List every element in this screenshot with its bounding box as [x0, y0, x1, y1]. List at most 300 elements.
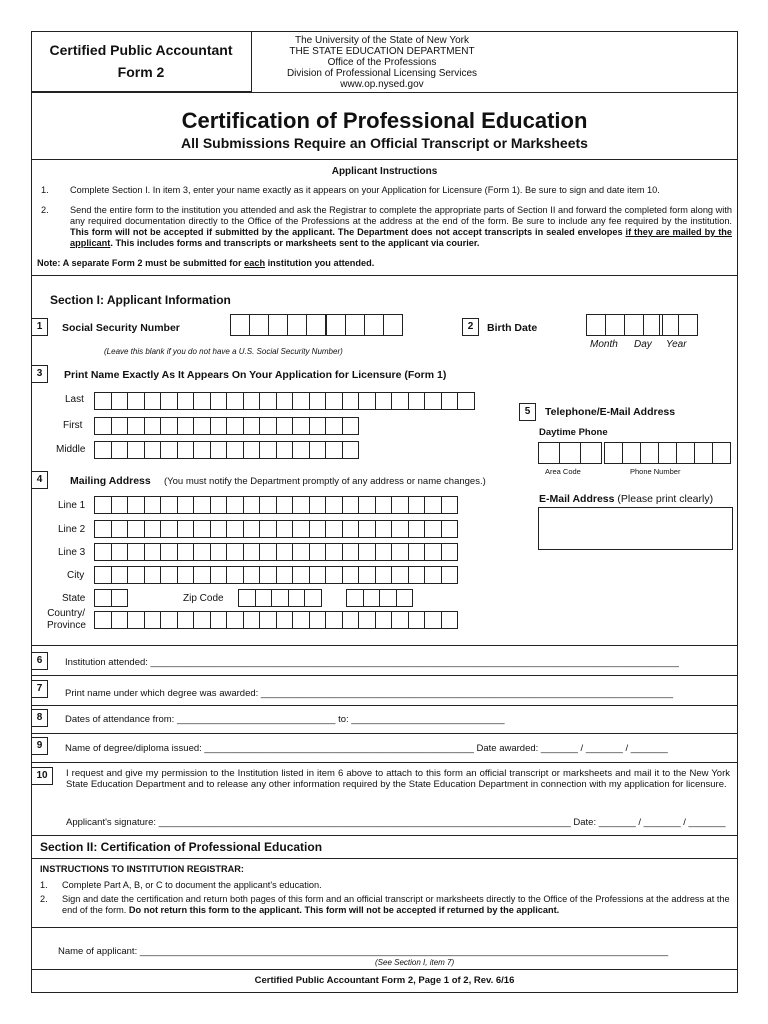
- char-box[interactable]: [408, 496, 426, 514]
- char-box[interactable]: [144, 441, 162, 459]
- country-input[interactable]: [94, 611, 457, 629]
- char-box[interactable]: [424, 566, 442, 584]
- char-box[interactable]: [292, 543, 310, 561]
- char-box[interactable]: [309, 392, 327, 410]
- char-box[interactable]: [276, 543, 294, 561]
- char-box[interactable]: [292, 496, 310, 514]
- divider: [31, 762, 738, 763]
- line2-label: Line 2: [58, 524, 86, 535]
- char-box[interactable]: [358, 520, 376, 538]
- char-box[interactable]: [243, 441, 261, 459]
- char-box[interactable]: [391, 611, 409, 629]
- char-box[interactable]: [424, 543, 442, 561]
- char-box[interactable]: [226, 520, 244, 538]
- char-box[interactable]: [144, 611, 162, 629]
- char-box[interactable]: [375, 520, 393, 538]
- digit-box[interactable]: [287, 314, 307, 336]
- degree-name-field[interactable]: Print name under which degree was awarded: ______________________________________________________________________________: [65, 688, 674, 699]
- char-box[interactable]: [127, 566, 145, 584]
- char-box[interactable]: [408, 566, 426, 584]
- char-box[interactable]: [255, 589, 273, 607]
- char-box[interactable]: [144, 520, 162, 538]
- char-box[interactable]: [177, 392, 195, 410]
- char-box[interactable]: [288, 589, 306, 607]
- char-box[interactable]: [177, 417, 195, 435]
- agency-line: Division of Professional Licensing Services: [286, 68, 478, 79]
- char-box[interactable]: [658, 442, 677, 464]
- char-box[interactable]: [309, 441, 327, 459]
- char-box[interactable]: [160, 520, 178, 538]
- char-box[interactable]: [325, 392, 343, 410]
- char-box[interactable]: [144, 392, 162, 410]
- divider: [31, 275, 738, 276]
- page-title: Certification of Professional Education: [181, 108, 588, 133]
- char-box[interactable]: [342, 392, 360, 410]
- char-box[interactable]: [309, 566, 327, 584]
- char-box[interactable]: [424, 611, 442, 629]
- char-box[interactable]: [325, 496, 343, 514]
- divider: [31, 705, 738, 706]
- agency-line: Office of the Professions: [327, 57, 437, 68]
- char-box[interactable]: [259, 417, 277, 435]
- middle-name-input[interactable]: [94, 441, 358, 459]
- char-box[interactable]: [325, 611, 343, 629]
- char-box[interactable]: [309, 611, 327, 629]
- country-label: [47, 608, 85, 632]
- char-box[interactable]: [379, 589, 397, 607]
- char-box[interactable]: [127, 441, 145, 459]
- state-label: State: [62, 593, 86, 604]
- char-box[interactable]: [408, 520, 426, 538]
- item-number: 4: [31, 471, 48, 489]
- char-box[interactable]: [111, 496, 129, 514]
- char-box[interactable]: [226, 543, 244, 561]
- digit-box[interactable]: [605, 314, 625, 336]
- char-box[interactable]: [144, 543, 162, 561]
- see-section-note: (See Section I, item 7): [375, 958, 455, 967]
- registrar-step-text: [62, 894, 730, 916]
- char-box[interactable]: [94, 392, 112, 410]
- char-box[interactable]: [559, 442, 581, 464]
- char-box[interactable]: [292, 566, 310, 584]
- char-box[interactable]: [325, 441, 343, 459]
- char-box[interactable]: [177, 611, 195, 629]
- char-box[interactable]: [243, 543, 261, 561]
- area-code-label: Area Code: [545, 467, 581, 476]
- char-box[interactable]: [177, 520, 195, 538]
- char-box[interactable]: [127, 392, 145, 410]
- char-box[interactable]: [457, 392, 475, 410]
- address-line1-input[interactable]: [94, 496, 457, 514]
- instruction-text: Complete Section I. In item 3, enter your name exactly as it appears on your Application for Licensure (Form 1). Be sure to sign and date item 10.: [70, 185, 660, 195]
- char-box[interactable]: [238, 589, 256, 607]
- char-box[interactable]: [127, 496, 145, 514]
- digit-box[interactable]: [230, 314, 250, 336]
- ssn-serial-input[interactable]: [326, 314, 402, 336]
- char-box[interactable]: [292, 392, 310, 410]
- char-box[interactable]: [391, 496, 409, 514]
- ssn-hint: (Leave this blank if you do not have a U.S. Social Security Number): [104, 347, 343, 356]
- signature-field[interactable]: Applicant's signature: ______________________________________________________________________________ Date: _______ / _______ / _______: [66, 817, 726, 828]
- agency-url: www.op.nysed.gov: [340, 79, 424, 90]
- char-box[interactable]: [193, 496, 211, 514]
- char-box[interactable]: [363, 589, 381, 607]
- item-number: 1: [31, 318, 48, 336]
- first-name-label: First: [63, 420, 83, 431]
- digit-box[interactable]: [364, 314, 384, 336]
- ssn-label: Social Security Number: [62, 322, 180, 334]
- divider: [31, 927, 738, 928]
- char-box[interactable]: [358, 566, 376, 584]
- char-box[interactable]: [243, 392, 261, 410]
- char-box[interactable]: [342, 543, 360, 561]
- char-box[interactable]: [127, 417, 145, 435]
- applicant-name-field[interactable]: Name of applicant: ____________________________________________________________________________________________________: [58, 946, 669, 957]
- char-box[interactable]: [375, 392, 393, 410]
- item-number: 3: [31, 365, 48, 383]
- char-box[interactable]: [177, 496, 195, 514]
- char-box[interactable]: [243, 611, 261, 629]
- char-box[interactable]: [210, 566, 228, 584]
- last-name-input[interactable]: [94, 392, 474, 410]
- item-number: 10: [31, 767, 53, 785]
- char-box[interactable]: [375, 543, 393, 561]
- char-box[interactable]: [441, 520, 459, 538]
- char-box[interactable]: [408, 392, 426, 410]
- char-box[interactable]: [325, 566, 343, 584]
- char-box[interactable]: [259, 392, 277, 410]
- char-box[interactable]: [309, 417, 327, 435]
- birth-year-input[interactable]: [659, 314, 697, 336]
- char-box[interactable]: [424, 496, 442, 514]
- line3-label: Line 3: [58, 547, 86, 558]
- digit-box[interactable]: [586, 314, 606, 336]
- char-box[interactable]: [210, 392, 228, 410]
- char-box[interactable]: [408, 611, 426, 629]
- email-label: E-Mail Address: [539, 493, 615, 505]
- char-box[interactable]: [358, 611, 376, 629]
- char-box[interactable]: [292, 611, 310, 629]
- institution-attended-field[interactable]: Institution attended: ____________________________________________________________________________________________________: [65, 657, 679, 668]
- instruction-note: [37, 258, 374, 269]
- char-box[interactable]: [177, 543, 195, 561]
- section-1-title: Section I: Applicant Information: [50, 293, 231, 307]
- divider: [31, 858, 738, 859]
- char-box[interactable]: [94, 520, 112, 538]
- char-box[interactable]: [177, 441, 195, 459]
- first-name-input[interactable]: [94, 417, 358, 435]
- char-box[interactable]: [292, 417, 310, 435]
- print-name-label: Print Name Exactly As It Appears On Your Application for Licensure (Form 1): [64, 369, 447, 381]
- char-box[interactable]: [424, 392, 442, 410]
- note-underline: each: [244, 258, 266, 268]
- char-box[interactable]: [712, 442, 731, 464]
- char-box[interactable]: [94, 496, 112, 514]
- char-box[interactable]: [210, 520, 228, 538]
- city-label: City: [67, 570, 85, 581]
- char-box[interactable]: [94, 417, 112, 435]
- agency-line: The University of the State of New York: [295, 35, 469, 46]
- degree-issued-field[interactable]: Name of degree/diploma issued: ___________________________________________________ Date awarded: _______ / _______ / _______: [65, 743, 668, 754]
- birth-day-input[interactable]: [624, 314, 662, 336]
- char-box[interactable]: [210, 496, 228, 514]
- char-box[interactable]: [358, 543, 376, 561]
- char-box[interactable]: [441, 611, 459, 629]
- char-box[interactable]: [292, 520, 310, 538]
- char-box[interactable]: [94, 566, 112, 584]
- char-box[interactable]: [342, 520, 360, 538]
- char-box[interactable]: [276, 520, 294, 538]
- digit-box[interactable]: [345, 314, 365, 336]
- char-box[interactable]: [342, 566, 360, 584]
- char-box[interactable]: [604, 442, 623, 464]
- char-box[interactable]: [243, 566, 261, 584]
- day-label: Day: [634, 339, 652, 350]
- char-box[interactable]: [210, 611, 228, 629]
- char-box[interactable]: [111, 566, 129, 584]
- char-box[interactable]: [391, 566, 409, 584]
- char-box[interactable]: [243, 520, 261, 538]
- char-box[interactable]: [304, 589, 322, 607]
- digit-box[interactable]: [624, 314, 644, 336]
- mailing-address-hint: (You must notify the Department promptly of any address or name changes.): [164, 476, 486, 487]
- char-box[interactable]: [111, 520, 129, 538]
- char-box[interactable]: [160, 392, 178, 410]
- line1-label: Line 1: [58, 500, 86, 511]
- char-box[interactable]: [243, 496, 261, 514]
- char-box[interactable]: [226, 441, 244, 459]
- char-box[interactable]: [342, 417, 360, 435]
- digit-box[interactable]: [249, 314, 269, 336]
- note-text: Note: A separate Form 2 must be submitted for: [37, 258, 242, 268]
- char-box[interactable]: [210, 417, 228, 435]
- char-box[interactable]: [346, 589, 364, 607]
- char-box[interactable]: [111, 589, 129, 607]
- char-box[interactable]: [325, 543, 343, 561]
- char-box[interactable]: [358, 392, 376, 410]
- char-box[interactable]: [259, 543, 277, 561]
- divider: [31, 92, 738, 93]
- char-box[interactable]: [309, 520, 327, 538]
- char-box[interactable]: [127, 520, 145, 538]
- char-box[interactable]: [193, 417, 211, 435]
- registrar-step-number: 2.: [40, 894, 48, 904]
- char-box[interactable]: [408, 543, 426, 561]
- char-box[interactable]: [243, 417, 261, 435]
- char-box[interactable]: [193, 566, 211, 584]
- char-box[interactable]: [424, 520, 442, 538]
- char-box[interactable]: [226, 496, 244, 514]
- note-text: institution you attended.: [267, 258, 375, 268]
- char-box[interactable]: [144, 417, 162, 435]
- char-box[interactable]: [391, 520, 409, 538]
- char-box[interactable]: [226, 566, 244, 584]
- char-box[interactable]: [276, 441, 294, 459]
- digit-box[interactable]: [659, 314, 679, 336]
- address-line3-input[interactable]: [94, 543, 457, 561]
- phone-number-label: Phone Number: [630, 467, 681, 476]
- form-number: Form 2: [117, 64, 165, 80]
- agency-line: THE STATE EDUCATION DEPARTMENT: [289, 46, 475, 57]
- registrar-instructions-title: INSTRUCTIONS TO INSTITUTION REGISTRAR:: [40, 864, 244, 874]
- phone-email-label: Telephone/E-Mail Address: [545, 406, 676, 418]
- char-box[interactable]: [292, 441, 310, 459]
- phone-number-input[interactable]: [604, 442, 730, 464]
- char-box[interactable]: [396, 589, 414, 607]
- instruction-underline-part: if they are mailed by the applicant: [70, 227, 732, 248]
- divider: [31, 835, 738, 836]
- item-number: 5: [519, 403, 536, 421]
- mailing-address-label: Mailing Address: [70, 475, 151, 487]
- char-box[interactable]: [94, 543, 112, 561]
- char-box[interactable]: [325, 520, 343, 538]
- char-box[interactable]: [276, 566, 294, 584]
- char-box[interactable]: [160, 417, 178, 435]
- digit-box[interactable]: [326, 314, 346, 336]
- email-hint: (Please print clearly): [617, 493, 714, 505]
- char-box[interactable]: [342, 441, 360, 459]
- year-label: Year: [666, 339, 687, 350]
- char-box[interactable]: [111, 543, 129, 561]
- divider: [31, 969, 738, 970]
- char-box[interactable]: [160, 496, 178, 514]
- char-box[interactable]: [276, 392, 294, 410]
- char-box[interactable]: [694, 442, 713, 464]
- ssn-area-input[interactable]: [230, 314, 287, 336]
- digit-box[interactable]: [306, 314, 326, 336]
- char-box[interactable]: [538, 442, 560, 464]
- char-box[interactable]: [342, 496, 360, 514]
- divider: [31, 645, 738, 646]
- char-box[interactable]: [259, 611, 277, 629]
- month-label: Month: [590, 339, 618, 350]
- char-box[interactable]: [94, 441, 112, 459]
- char-box[interactable]: [309, 496, 327, 514]
- state-input[interactable]: [94, 589, 127, 607]
- char-box[interactable]: [375, 566, 393, 584]
- zip-label: Zip Code: [183, 593, 224, 604]
- char-box[interactable]: [441, 543, 459, 561]
- zip-input[interactable]: [238, 589, 321, 607]
- digit-box[interactable]: [678, 314, 698, 336]
- digit-box[interactable]: [268, 314, 288, 336]
- char-box[interactable]: [111, 611, 129, 629]
- char-box[interactable]: [127, 543, 145, 561]
- divider: [31, 159, 738, 160]
- char-box[interactable]: [111, 441, 129, 459]
- char-box[interactable]: [160, 611, 178, 629]
- form-id-box: [31, 31, 252, 92]
- registrar-step-bold: Do not return this form to the applicant. This form will not be accepted if returned by the applicant.: [128, 905, 560, 915]
- char-box[interactable]: [144, 566, 162, 584]
- char-box[interactable]: [441, 496, 459, 514]
- address-line2-input[interactable]: [94, 520, 457, 538]
- char-box[interactable]: [391, 392, 409, 410]
- char-box[interactable]: [193, 520, 211, 538]
- last-name-label: Last: [65, 394, 84, 405]
- char-box[interactable]: [271, 589, 289, 607]
- char-box[interactable]: [259, 520, 277, 538]
- char-box[interactable]: [193, 441, 211, 459]
- char-box[interactable]: [276, 496, 294, 514]
- char-box[interactable]: [193, 543, 211, 561]
- attendance-dates-field[interactable]: Dates of attendance from: ______________________________ to: _____________________________: [65, 714, 505, 725]
- char-box[interactable]: [160, 566, 178, 584]
- char-box[interactable]: [342, 611, 360, 629]
- char-box[interactable]: [259, 566, 277, 584]
- divider: [31, 733, 738, 734]
- char-box[interactable]: [94, 589, 112, 607]
- instruction-bold-part: . This includes forms and transcripts or marksheets sent to the applicant via courier.: [110, 238, 480, 248]
- char-box[interactable]: [375, 611, 393, 629]
- char-box[interactable]: [375, 496, 393, 514]
- item-number: 6: [31, 652, 48, 670]
- char-box[interactable]: [160, 441, 178, 459]
- instruction-text: [70, 205, 732, 249]
- char-box[interactable]: [210, 543, 228, 561]
- instruction-text-part: Send the entire form to the institution you attended and ask the Registrar to complete the appropriate parts of Section II and forward the completed form along with any required documentation directly to the Office of the Professions at the address at the end of the form. Be sure to include any fee required by the institution.: [70, 205, 732, 226]
- instruction-number: 1.: [41, 185, 49, 195]
- char-box[interactable]: [127, 611, 145, 629]
- char-box[interactable]: [441, 392, 459, 410]
- char-box[interactable]: [111, 392, 129, 410]
- item-number: 7: [31, 680, 48, 698]
- registrar-step-number: 1.: [40, 880, 48, 890]
- form-name: Certified Public Accountant: [49, 42, 233, 58]
- char-box[interactable]: [325, 417, 343, 435]
- char-box[interactable]: [391, 543, 409, 561]
- instruction-number: 2.: [41, 205, 49, 215]
- char-box[interactable]: [193, 611, 211, 629]
- birth-date-label: Birth Date: [487, 322, 538, 334]
- digit-box[interactable]: [383, 314, 403, 336]
- char-box[interactable]: [259, 441, 277, 459]
- char-box[interactable]: [441, 566, 459, 584]
- permission-statement: I request and give my permission to the Institution listed in item 6 above to attach to this form an official transcript or marksheets and mail it to the New York State Education Department and to release any other information required by the State Education Department in connection with my application for licensure.: [66, 768, 730, 790]
- char-box[interactable]: [226, 417, 244, 435]
- char-box[interactable]: [580, 442, 602, 464]
- char-box[interactable]: [276, 611, 294, 629]
- char-box[interactable]: [160, 543, 178, 561]
- char-box[interactable]: [144, 496, 162, 514]
- birth-month-input[interactable]: [586, 314, 624, 336]
- char-box[interactable]: [177, 566, 195, 584]
- area-code-input[interactable]: [538, 442, 601, 464]
- city-input[interactable]: [94, 566, 457, 584]
- char-box[interactable]: [210, 441, 228, 459]
- char-box[interactable]: [276, 417, 294, 435]
- char-box[interactable]: [640, 442, 659, 464]
- char-box[interactable]: [676, 442, 695, 464]
- middle-name-label: Middle: [56, 444, 86, 455]
- email-input[interactable]: [538, 507, 733, 550]
- char-box[interactable]: [111, 417, 129, 435]
- char-box[interactable]: [94, 611, 112, 629]
- char-box[interactable]: [259, 496, 277, 514]
- char-box[interactable]: [309, 543, 327, 561]
- char-box[interactable]: [358, 496, 376, 514]
- zip-plus4-input[interactable]: [346, 589, 412, 607]
- ssn-group-input[interactable]: [287, 314, 325, 336]
- char-box[interactable]: [226, 392, 244, 410]
- registrar-step-part: Sign and date the certification and return both pages of this form and an official transcript or marksheets directly to the Office of the Professions at the address at the end of the form.: [62, 894, 730, 915]
- page-footer: Certified Public Accountant Form 2, Page 1 of 2, Rev. 6/16: [254, 975, 515, 986]
- email-label-row: [539, 493, 713, 505]
- char-box[interactable]: [622, 442, 641, 464]
- char-box[interactable]: [226, 611, 244, 629]
- char-box[interactable]: [193, 392, 211, 410]
- instruction-bold-part: This form will not be accepted if submitted by the applicant. The Department does not accept transcripts in sealed envelopes: [70, 227, 623, 237]
